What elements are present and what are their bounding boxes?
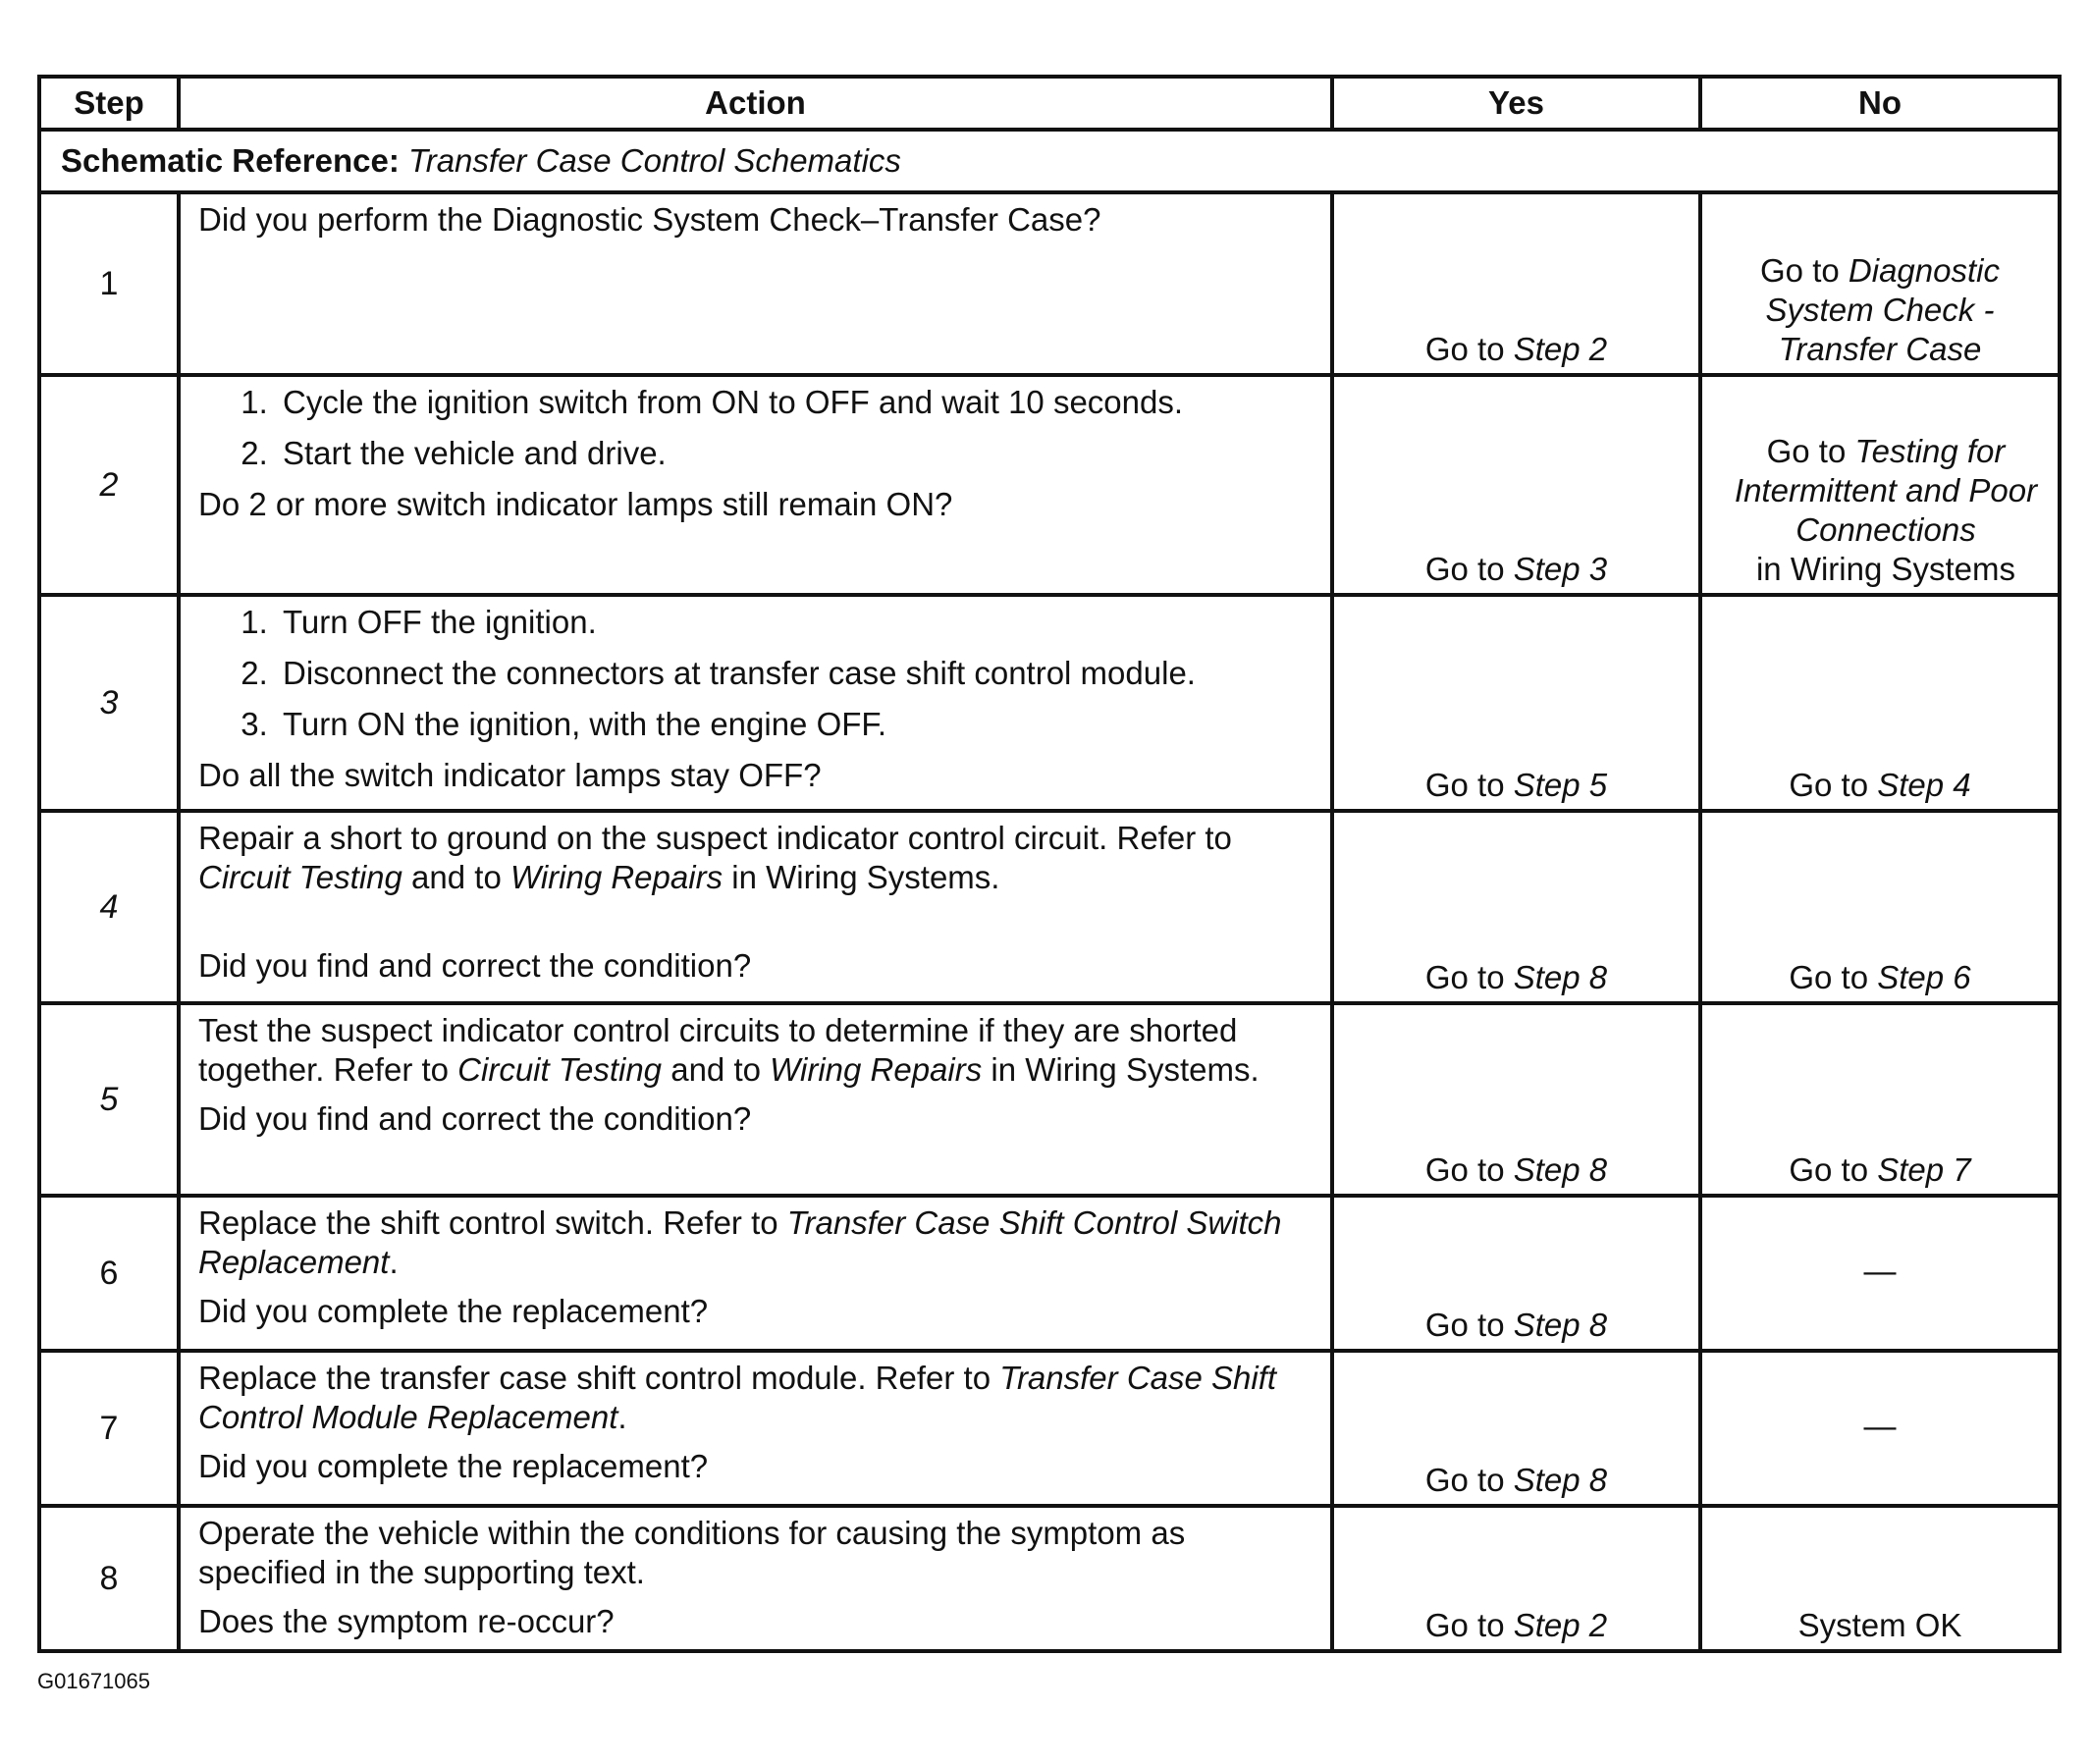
no-cell: [1700, 192, 2060, 375]
table-row: [39, 595, 2060, 811]
table-row: [39, 1196, 2060, 1351]
no-cell: [1700, 375, 2060, 595]
yes-cell: [1332, 595, 1700, 811]
action-text: Replace the shift control switch. Refer to Transfer Case Shift Control Switch Replacement.: [198, 1204, 1282, 1280]
step-number-text: 2: [99, 466, 119, 504]
yes-prefix: Go to: [1424, 331, 1514, 367]
no-link[interactable]: Testing for Intermittent and Poor Connections: [1734, 433, 2038, 548]
no-link[interactable]: Diagnostic System Check - Transfer Case: [1765, 252, 2000, 367]
yes-cell: [1332, 1196, 1700, 1351]
yes-link[interactable]: Step 8: [1513, 959, 1608, 995]
no-cell: System OK: [1700, 1506, 2060, 1651]
step-number: [39, 1003, 179, 1196]
action-step: 1. Cycle the ignition switch from ON to OFF and wait 10 seconds.: [277, 383, 1313, 422]
yes-cell: [1332, 192, 1700, 375]
no-suffix: in Wiring Systems: [1755, 551, 2016, 587]
yes-cell: [1332, 1351, 1700, 1506]
no-prefix: Go to: [1789, 959, 1878, 995]
yes-prefix: Go to: [1424, 1151, 1514, 1188]
action-cell: [179, 1506, 1332, 1651]
step-number: 7: [39, 1351, 179, 1506]
header-yes: Yes: [1332, 77, 1700, 130]
no-prefix: Go to: [1766, 433, 1855, 469]
schematic-reference-row: [39, 130, 2060, 192]
no-link[interactable]: Step 6: [1877, 959, 1971, 995]
action-text: Operate the vehicle within the conditions for causing the symptom as specified in the supporting text.: [198, 1515, 1186, 1590]
step-number: [39, 811, 179, 1003]
table-row: [39, 192, 2060, 375]
action-step: 2. Start the vehicle and drive.: [277, 434, 1313, 473]
action-steps: [198, 603, 1313, 744]
yes-link[interactable]: Step 2: [1513, 1607, 1608, 1643]
yes-cell: [1332, 811, 1700, 1003]
action-text: Repair a short to ground on the suspect indicator control circuit. Refer to Circuit Testing and to Wiring Repairs in Wiring Systems.: [198, 820, 1232, 895]
table-row: [39, 375, 2060, 595]
table-row: [39, 1003, 2060, 1196]
yes-link[interactable]: Step 3: [1513, 551, 1608, 587]
yes-prefix: Go to: [1424, 551, 1514, 587]
action-cell: [179, 1351, 1332, 1506]
action-step: 2. Disconnect the connectors at transfer case shift control module.: [277, 654, 1313, 693]
table-row: [39, 811, 2060, 1003]
action-step: 3. Turn ON the ignition, with the engine OFF.: [277, 705, 1313, 744]
action-question: Did you complete the replacement?: [198, 1448, 709, 1484]
action-cell: [179, 811, 1332, 1003]
replacement-procedure-link[interactable]: Transfer Case Shift Control Module Replacement: [198, 1360, 1277, 1435]
action-cell: [179, 1196, 1332, 1351]
yes-cell: [1332, 1506, 1700, 1651]
yes-prefix: Go to: [1424, 1307, 1514, 1343]
step-number-text: 4: [99, 888, 119, 926]
action-question: Do 2 or more switch indicator lamps still remain ON?: [198, 486, 953, 522]
schematic-reference-label: Schematic Reference:: [61, 142, 400, 179]
action-text: Replace the transfer case shift control module. Refer to Transfer Case Shift Control Module Replacement.: [198, 1360, 1277, 1435]
no-prefix: Go to: [1789, 767, 1878, 803]
table-row: [39, 1351, 2060, 1506]
yes-cell: [1332, 375, 1700, 595]
yes-link[interactable]: Step 8: [1513, 1462, 1608, 1498]
no-cell: —: [1700, 1351, 2060, 1506]
action-cell: [179, 1003, 1332, 1196]
no-cell: —: [1700, 1196, 2060, 1351]
diagnostic-table: [37, 75, 2062, 1653]
action-question: Did you find and correct the condition?: [198, 1100, 752, 1137]
step-number-text: 5: [99, 1081, 119, 1118]
step-number: 8: [39, 1506, 179, 1651]
no-cell: [1700, 595, 2060, 811]
no-cell: [1700, 811, 2060, 1003]
action-question: Did you complete the replacement?: [198, 1293, 709, 1329]
figure-id: G01671065: [37, 1669, 150, 1693]
action-question: Did you perform the Diagnostic System Check–Transfer Case?: [198, 201, 1101, 238]
yes-prefix: Go to: [1424, 959, 1514, 995]
action-question: Did you find and correct the condition?: [198, 947, 752, 984]
circuit-testing-link[interactable]: Circuit Testing: [198, 859, 402, 895]
wiring-repairs-link[interactable]: Wiring Repairs: [770, 1051, 983, 1088]
yes-link[interactable]: Step 5: [1513, 767, 1608, 803]
action-cell: [179, 192, 1332, 375]
action-cell: [179, 375, 1332, 595]
table-row: [39, 1506, 2060, 1651]
schematic-reference: [39, 130, 2060, 192]
no-link[interactable]: Step 4: [1877, 767, 1971, 803]
replacement-procedure-link[interactable]: Transfer Case Shift Control Switch Replacement: [198, 1204, 1282, 1280]
step-number: [39, 375, 179, 595]
no-prefix: Go to: [1760, 252, 1849, 289]
no-cell: [1700, 1003, 2060, 1196]
header-no: No: [1700, 77, 2060, 130]
yes-link[interactable]: Step 2: [1513, 331, 1608, 367]
step-number-text: 3: [99, 684, 119, 722]
step-number: 1: [39, 192, 179, 375]
yes-link[interactable]: Step 8: [1513, 1151, 1608, 1188]
action-question: Do all the switch indicator lamps stay OFF?: [198, 757, 822, 793]
action-steps: [198, 383, 1313, 473]
header-step: Step: [39, 77, 179, 130]
action-question: Does the symptom re-occur?: [198, 1603, 615, 1639]
no-link[interactable]: Step 7: [1877, 1151, 1971, 1188]
yes-link[interactable]: Step 8: [1513, 1307, 1608, 1343]
schematic-reference-link[interactable]: Transfer Case Control Schematics: [408, 142, 901, 179]
header-row: [39, 77, 2060, 130]
action-cell: [179, 595, 1332, 811]
yes-prefix: Go to: [1424, 1462, 1514, 1498]
wiring-repairs-link[interactable]: Wiring Repairs: [509, 859, 723, 895]
yes-cell: [1332, 1003, 1700, 1196]
yes-prefix: Go to: [1424, 1607, 1514, 1643]
action-step: 1. Turn OFF the ignition.: [277, 603, 1313, 642]
header-action: Action: [179, 77, 1332, 130]
step-number: [39, 595, 179, 811]
action-text: Test the suspect indicator control circuits to determine if they are shorted together. Refer to Circuit Testing and to Wiring Repairs in Wiring Systems.: [198, 1012, 1259, 1088]
yes-prefix: Go to: [1424, 767, 1514, 803]
circuit-testing-link[interactable]: Circuit Testing: [457, 1051, 663, 1088]
step-number: 6: [39, 1196, 179, 1351]
no-prefix: Go to: [1789, 1151, 1878, 1188]
